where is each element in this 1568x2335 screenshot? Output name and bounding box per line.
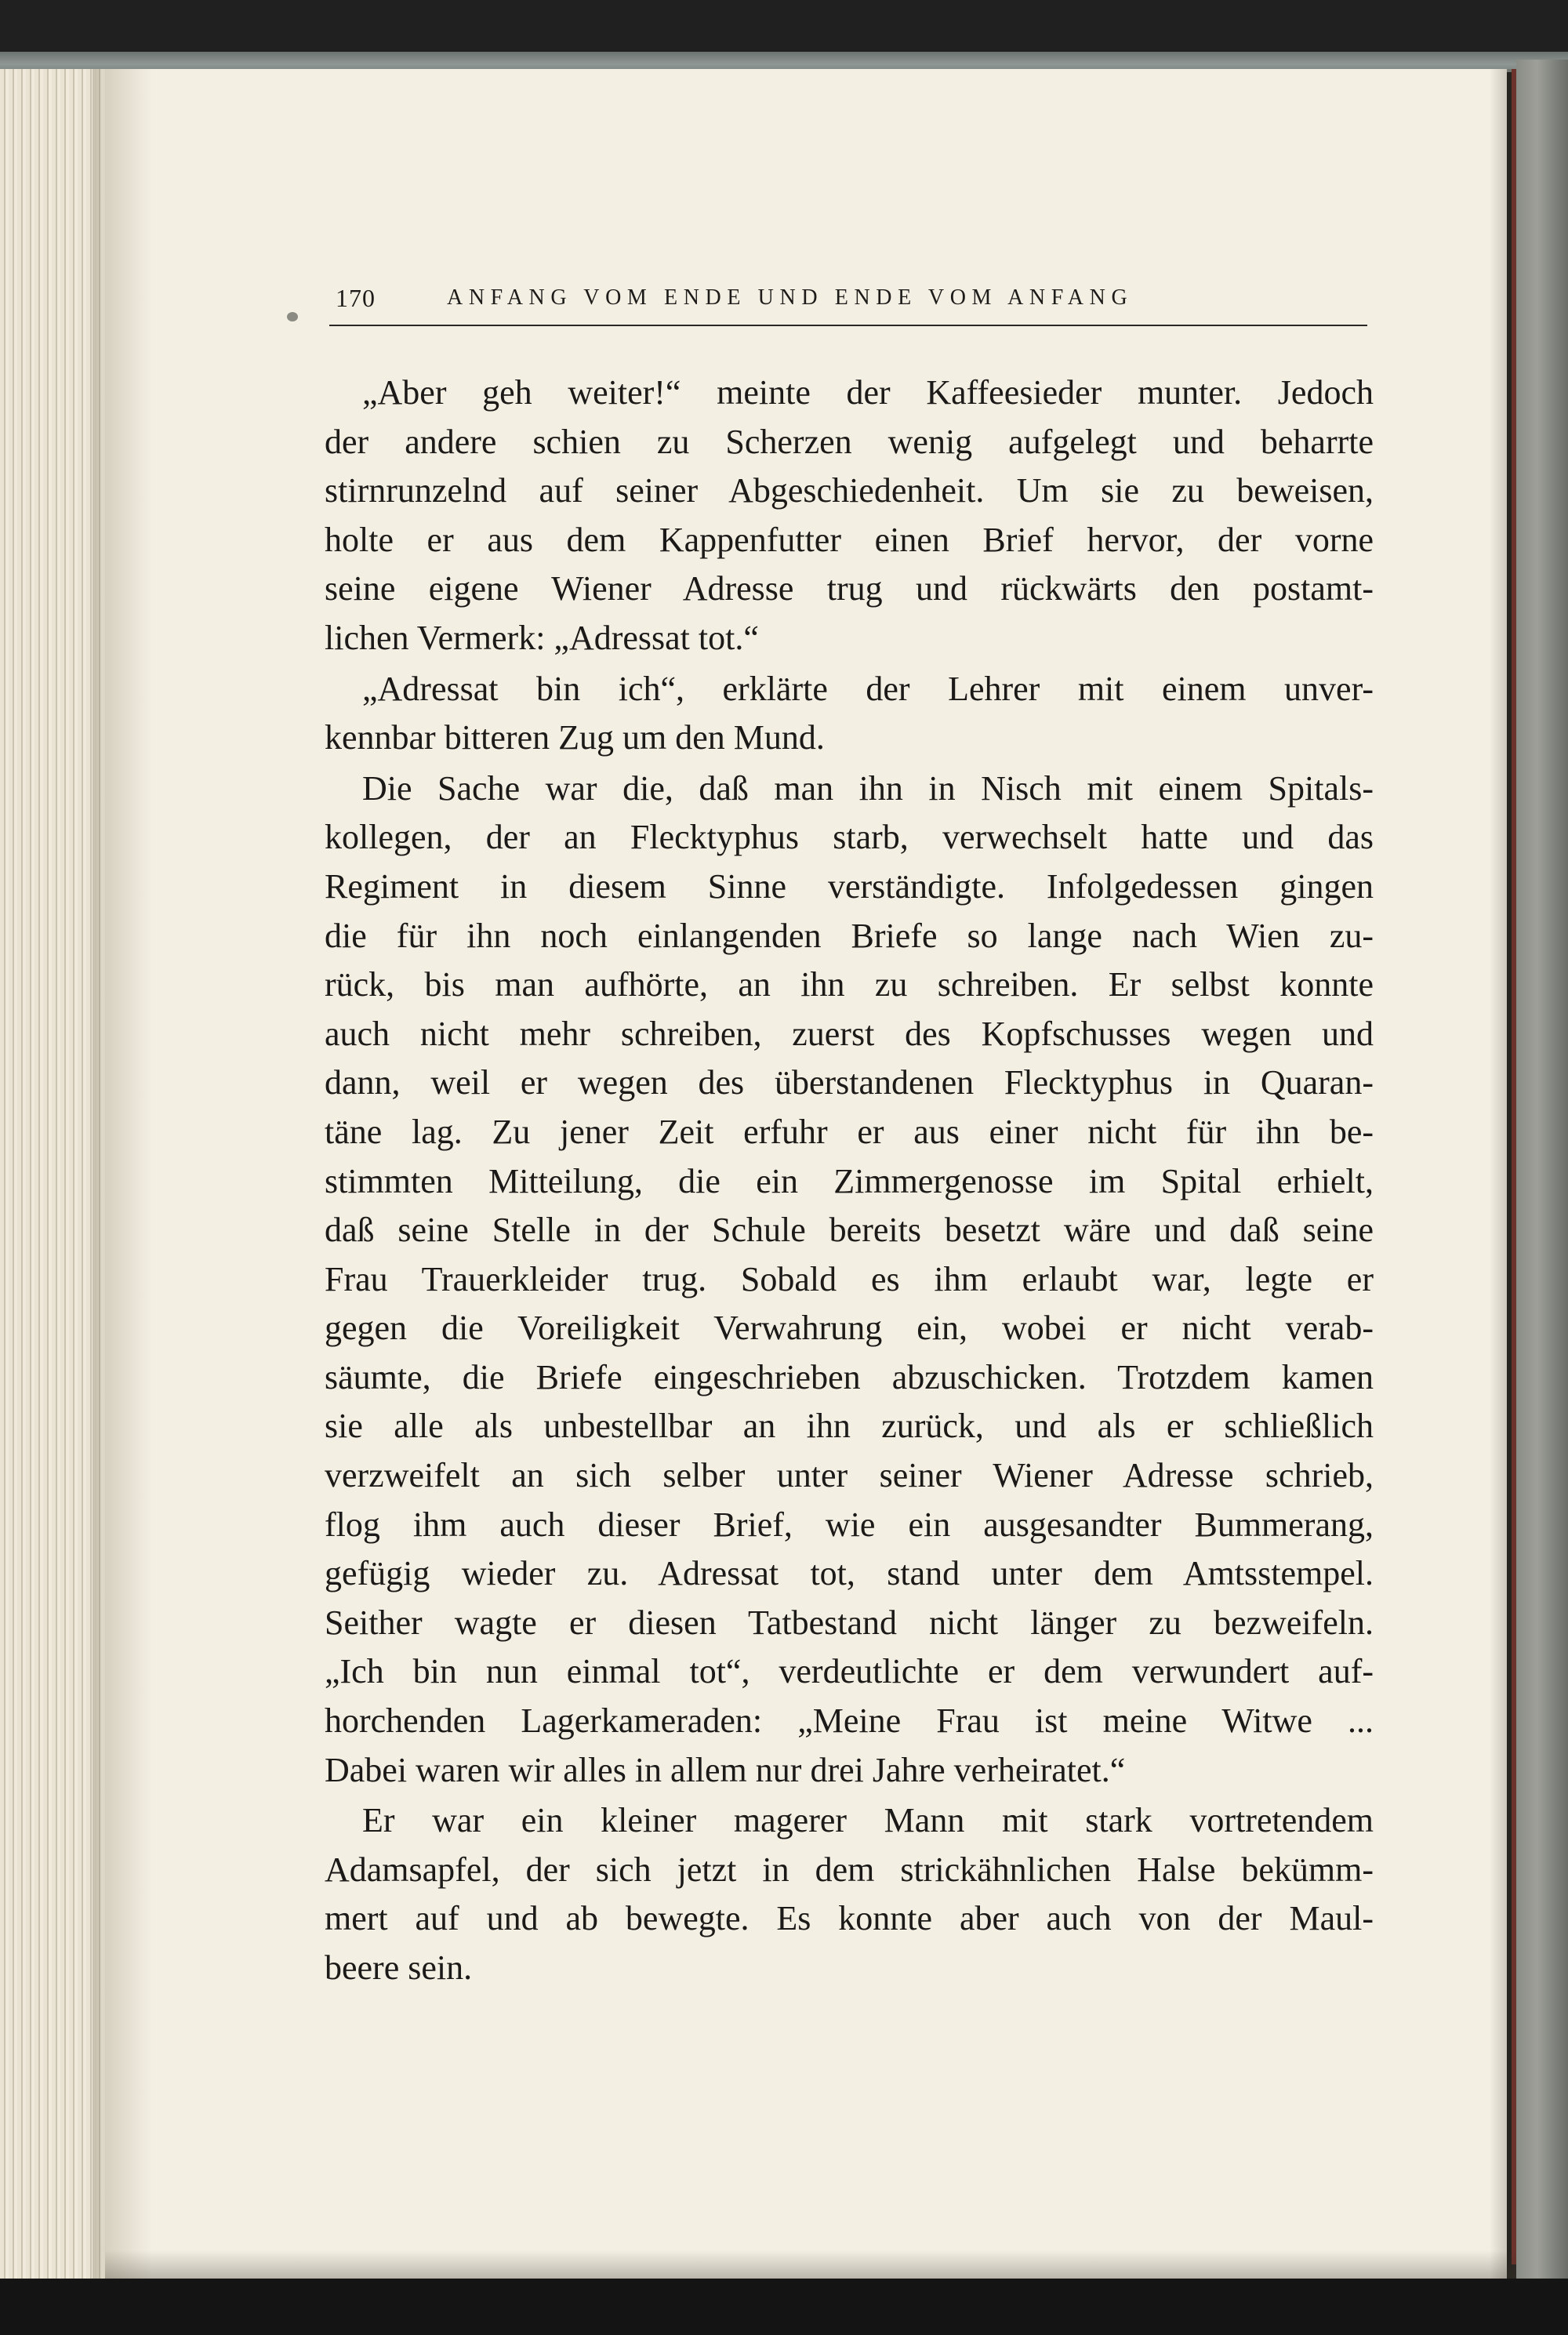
text-line: kennbar bitteren Zug um den Mund. bbox=[325, 718, 825, 757]
text-line: gefügig wieder zu. Adressat tot, stand unter dem Amtsstempel. bbox=[325, 1554, 1374, 1593]
text-line: Er war ein kleiner magerer Mann mit stark vortretendem bbox=[362, 1801, 1374, 1840]
page-number: 170 bbox=[336, 284, 376, 312]
backdrop-bottom bbox=[0, 2279, 1568, 2335]
ink-speck bbox=[287, 312, 298, 321]
text-line: Regiment in diesem Sinne verständigte. Infolgedessen gingen bbox=[325, 866, 1374, 906]
text-line: täne lag. Zu jener Zeit erfuhr er aus einer nicht für ihn be- bbox=[325, 1112, 1374, 1151]
text-line: lichen Vermerk: „Adressat tot.“ bbox=[325, 618, 759, 657]
text-line: sie alle als unbestellbar an ihn zurück, und als er schließlich bbox=[325, 1407, 1374, 1446]
body-text bbox=[325, 369, 1374, 1993]
text-line: Die Sache war die, daß man ihn in Nisch mit einem Spitals- bbox=[362, 768, 1374, 808]
page-right-edge-shadow bbox=[1490, 69, 1516, 2279]
running-header bbox=[329, 284, 1367, 326]
page-bottom-shadow bbox=[105, 2250, 1516, 2279]
text-line: rück, bis man aufhörte, an ihn zu schreiben. Er selbst konnte bbox=[325, 965, 1374, 1004]
text-line: dann, weil er wegen des überstandenen Flecktyphus in Quaran- bbox=[325, 1063, 1374, 1102]
text-line: seine eigene Wiener Adresse trug und rückwärts den postamt- bbox=[325, 569, 1374, 608]
text-line: „Adressat bin ich“, erklärte der Lehrer mit einem unver- bbox=[362, 669, 1374, 708]
text-line: Frau Trauerkleider trug. Sobald es ihm erlaubt war, legte er bbox=[325, 1259, 1374, 1298]
page-gutter-shadow bbox=[105, 69, 152, 2279]
text-line: Adamsapfel, der sich jetzt in dem strickähnlichen Halse bekümm- bbox=[325, 1850, 1374, 1889]
text-line: horchenden Lagerkameraden: „Meine Frau ist meine Witwe ... bbox=[325, 1701, 1374, 1741]
text-line: gegen die Voreiligkeit Verwahrung ein, wobei er nicht verab- bbox=[325, 1309, 1374, 1348]
text-line: auch nicht mehr schreiben, zuerst des Kopfschusses wegen und bbox=[325, 1014, 1374, 1053]
text-line: verzweifelt an sich selber unter seiner Wiener Adresse schrieb, bbox=[325, 1456, 1374, 1495]
text-line: kollegen, der an Flecktyphus starb, verwechselt hatte und das bbox=[325, 818, 1374, 857]
text-line: Dabei waren wir alles in allem nur drei Jahre verheiratet.“ bbox=[325, 1750, 1126, 1789]
text-line: holte er aus dem Kappenfutter einen Brief hervor, der vorne bbox=[325, 520, 1374, 559]
text-line: flog ihm auch dieser Brief, wie ein ausgesandter Bummerang, bbox=[325, 1505, 1374, 1544]
text-line: der andere schien zu Scherzen wenig aufgelegt und beharrte bbox=[325, 422, 1374, 461]
text-line: „Aber geh weiter!“ meinte der Kaffeesieder munter. Jedoch bbox=[362, 373, 1374, 412]
text-line: stirnrunzelnd auf seiner Abgeschiedenheit. Um sie zu beweisen, bbox=[325, 471, 1374, 510]
running-title: ANFANG VOM ENDE UND ENDE VOM ANFANG bbox=[447, 285, 1134, 310]
text-line: Seither wagte er diesen Tatbestand nicht länger zu bezweifeln. bbox=[325, 1603, 1374, 1642]
text-line: die für ihn noch einlangenden Briefe so lange nach Wien zu- bbox=[325, 916, 1374, 955]
text-line: mert auf und ab bewegte. Es konnte aber auch von der Maul- bbox=[325, 1899, 1374, 1938]
backdrop-top bbox=[0, 0, 1568, 52]
book-cover-right-edge bbox=[1516, 60, 1568, 2279]
text-line: säumte, die Briefe eingeschrieben abzuschicken. Trotzdem kamen bbox=[325, 1357, 1374, 1396]
text-line: beere sein. bbox=[325, 1948, 473, 1987]
text-line: daß seine Stelle in der Schule bereits besetzt wäre und daß seine bbox=[325, 1211, 1374, 1250]
text-line: „Ich bin nun einmal tot“, verdeutlichte er dem verwundert auf- bbox=[325, 1652, 1374, 1691]
stacked-page-edges bbox=[0, 69, 106, 2279]
text-line: stimmten Mitteilung, die ein Zimmergenosse im Spital erhielt, bbox=[325, 1161, 1374, 1200]
